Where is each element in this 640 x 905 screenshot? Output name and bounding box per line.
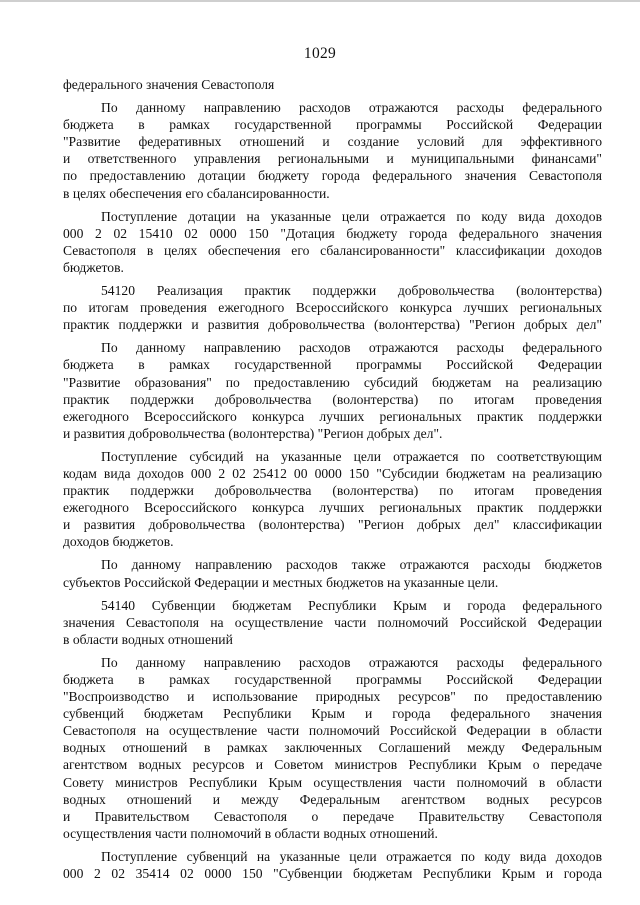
- text-line: ежегодного Всероссийского конкурса лучших региональных практик поддержки: [63, 408, 602, 424]
- text-line: практик поддержки и развития добровольчества (волонтерства) "Регион добрых дел": [63, 317, 602, 333]
- text-line: в области водных отношений: [63, 631, 233, 647]
- text-line: и ответственного управления региональными и муниципальными финансами": [63, 151, 602, 167]
- text-line: субъектов Российской Федерации и местных бюджетов на указанные цели.: [63, 574, 499, 590]
- text-line: агентством водных ресурсов и Советом министров Республики Крым о передаче: [63, 757, 602, 773]
- text-line: и Правительством Севастополя о передаче Правительству Севастополя: [63, 808, 602, 824]
- text-line: в целях обеспечения его сбалансированности.: [63, 185, 330, 201]
- text-line: и развития добровольчества (волонтерства) "Регион добрых дел".: [63, 425, 443, 441]
- text-line: 000 2 02 35414 02 0000 150 "Субвенции бюджетам Республики Крым и города: [63, 866, 602, 882]
- text-line: Поступление дотации на указанные цели отражается по коду вида доходов: [101, 208, 602, 224]
- text-line: По данному направлению расходов отражаются расходы федерального: [101, 100, 602, 116]
- text-line: Поступление субвенций на указанные цели отражается по коду вида доходов: [101, 848, 602, 864]
- text-line: 54140 Субвенции бюджетам Республики Крым и города федерального: [101, 597, 602, 613]
- text-line: значения Севастополя на осуществление части полномочий Российской Федерации: [63, 614, 602, 630]
- text-line: 54120 Реализация практик поддержки добровольчества (волонтерства): [101, 283, 602, 299]
- text-line: Поступление субсидий на указанные цели отражается по соответствующим: [101, 448, 602, 464]
- text-line: "Развитие образования" по предоставлению субсидий бюджетам на реализацию: [63, 374, 602, 390]
- text-line: Совету министров Республики Крым осуществления части полномочий в области: [63, 774, 602, 790]
- text-line: бюджета в рамках государственной программы Российской Федерации: [63, 357, 602, 373]
- document-body: [63, 76, 602, 882]
- page-number: 1029: [303, 45, 337, 62]
- text-line: субвенций бюджетам Республики Крым и города федерального значения: [63, 706, 602, 722]
- text-line: бюджетов.: [63, 259, 124, 275]
- text-line: По данному направлению расходов также отражаются расходы бюджетов: [101, 557, 602, 573]
- text-line: практик поддержки добровольчества (волонтерства) по итогам проведения: [63, 483, 602, 499]
- text-line: "Развитие федеративных отношений и создание условий для эффективного: [63, 134, 602, 150]
- text-line: "Воспроизводство и использование природных ресурсов" по предоставлению: [63, 689, 602, 705]
- text-line: По данному направлению расходов отражаются расходы федерального: [101, 654, 602, 670]
- text-line: бюджета в рамках государственной программы Российской Федерации: [63, 117, 602, 133]
- text-line: Севастополя на осуществление части полномочий Российской Федерации в области: [63, 723, 602, 739]
- text-line: доходов бюджетов.: [63, 534, 174, 550]
- text-line: 000 2 02 15410 02 0000 150 "Дотация бюджету города федерального значения: [63, 225, 602, 241]
- text-line: по предоставлению дотации бюджету города федерального значения Севастополя: [63, 168, 602, 184]
- text-line: Севастополя в целях обеспечения его сбалансированности" классификации доходов: [63, 242, 602, 258]
- text-line: практик поддержки добровольчества (волонтерства) по итогам проведения: [63, 391, 602, 407]
- text-line: водных отношений и между Федеральным агентством водных ресурсов: [63, 791, 602, 807]
- text-line: кодам вида доходов 000 2 02 25412 00 0000 150 "Субсидии бюджетам на реализацию: [63, 465, 602, 481]
- scan-top-edge: [0, 0, 640, 2]
- text-line: федерального значения Севастополя: [63, 77, 275, 92]
- text-line: По данному направлению расходов отражаются расходы федерального: [101, 340, 602, 356]
- text-line: бюджета в рамках государственной программы Российской Федерации: [63, 672, 602, 687]
- text-line: осуществления части полномочий в области водных отношений.: [63, 825, 438, 841]
- text-line: и развития добровольчества (волонтерства) "Регион добрых дел" классификации: [63, 517, 602, 533]
- text-line: по итогам проведения ежегодного Всероссийского конкурса лучших региональных: [63, 300, 602, 316]
- text-line: водных отношений в рамках заключенных Соглашений между Федеральным: [63, 740, 602, 756]
- text-line: ежегодного Всероссийского конкурса лучших региональных практик поддержки: [63, 500, 602, 516]
